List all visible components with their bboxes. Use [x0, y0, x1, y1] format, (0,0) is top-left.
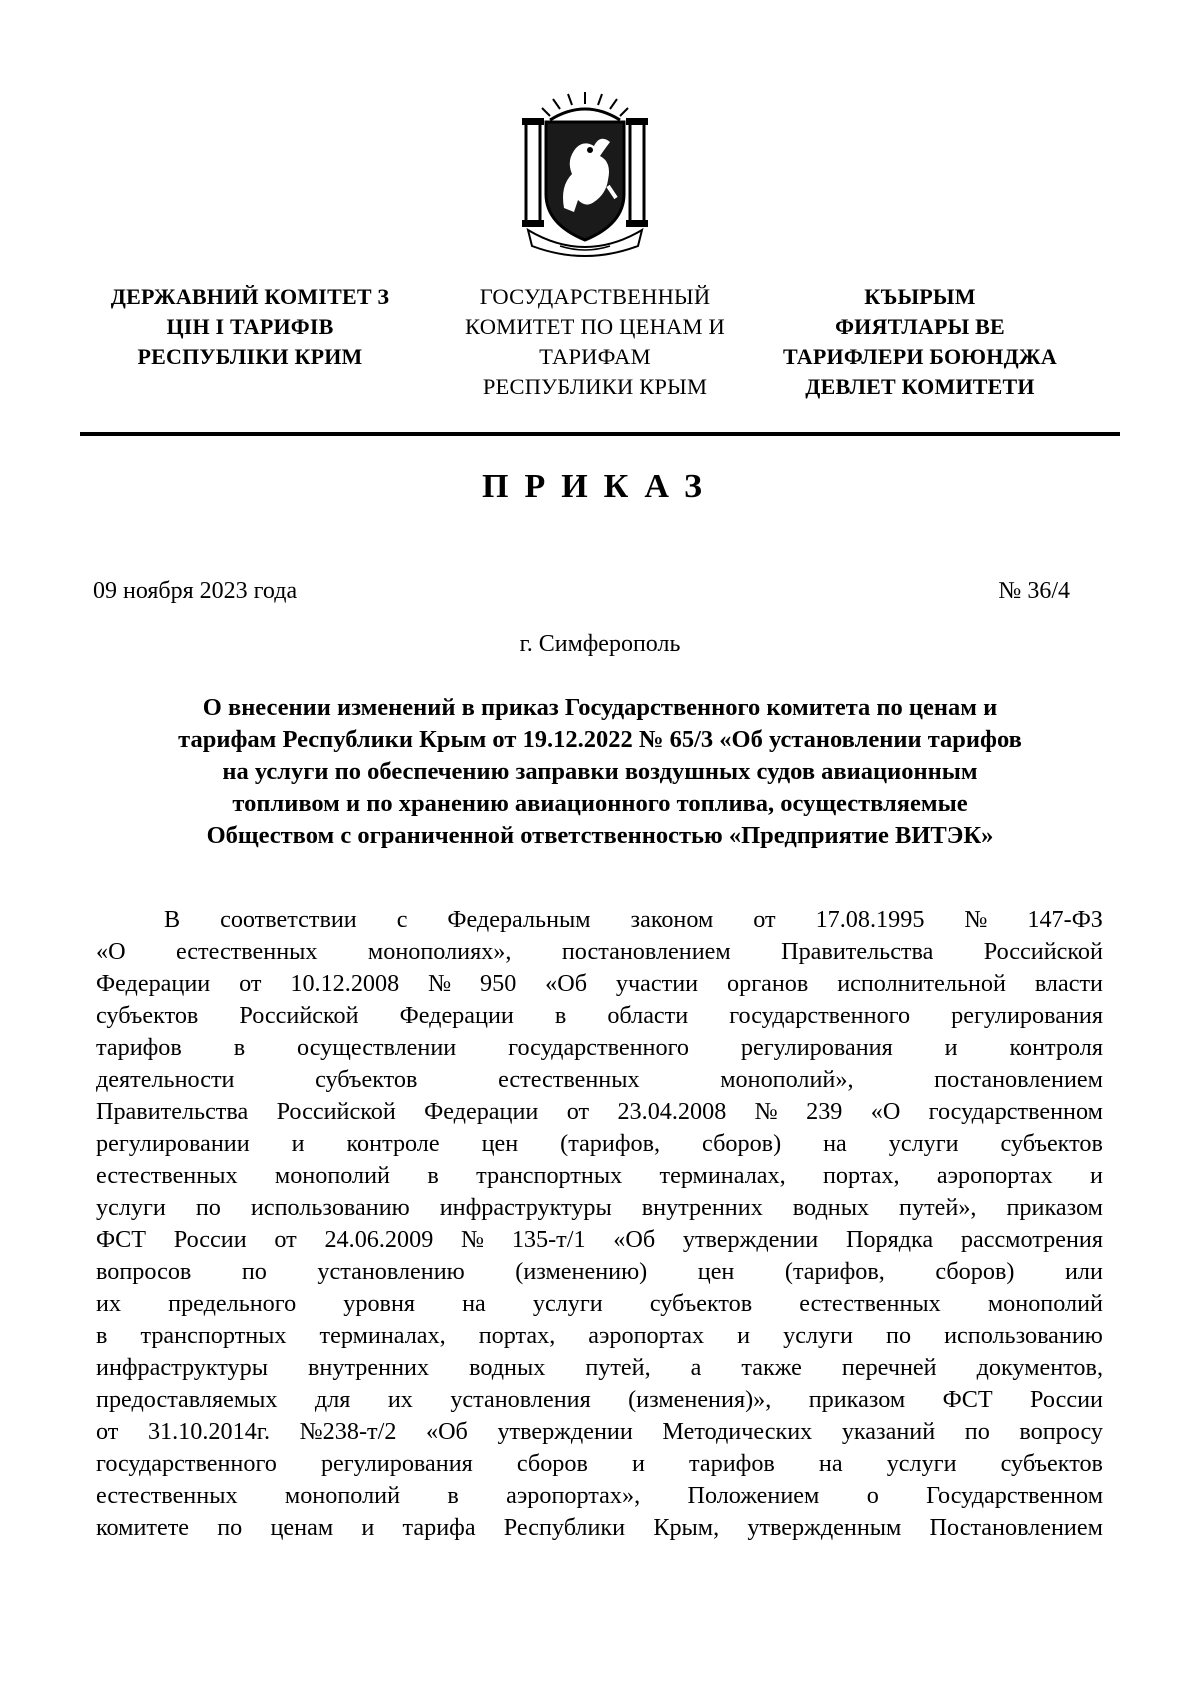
body-line: услуги по использованию инфраструктуры внутренних водных путей», приказом: [96, 1194, 1103, 1221]
subject-line: топливом и по хранению авиационного топлива, осуществляемые: [232, 790, 968, 817]
document-subject: [100, 692, 1100, 852]
header-line: КЪЫРЫМ: [864, 284, 976, 309]
header-line: ТАРИФЛЕРИ БОЮНДЖА: [783, 344, 1057, 369]
body-line: регулировании и контроле цен (тарифов, сборов) на услуги субъектов: [96, 1130, 1103, 1157]
body-line: их предельного уровня на услуги субъектов естественных монополий: [96, 1290, 1103, 1317]
header-divider: [80, 432, 1120, 436]
body-line: Федерации от 10.12.2008 № 950 «Об участии органов исполнительной власти: [96, 970, 1103, 997]
header-line: ФИЯТЛАРЫ ВЕ: [835, 314, 1005, 339]
subject-line: О внесении изменений в приказ Государственного комитета по ценам и: [202, 694, 998, 721]
subject-line: Обществом с ограниченной ответственностью «Предприятие ВИТЭК»: [206, 822, 994, 849]
header-crimean-tatar: [760, 282, 1080, 402]
subject-line: тарифам Республики Крым от 19.12.2022 № 65/3 «Об установлении тарифов: [178, 726, 1022, 753]
body-line: ФСТ России от 24.06.2009 № 135-т/1 «Об утверждении Порядка рассмотрения: [96, 1226, 1103, 1253]
body-line: Правительства Российской Федерации от 23.04.2008 № 239 «О государственном: [96, 1098, 1103, 1125]
body-line: деятельности субъектов естественных монополий», постановлением: [96, 1066, 1103, 1093]
body-line: комитете по ценам и тарифа Республики Крым, утвержденным Постановлением: [96, 1514, 1103, 1541]
body-line: государственного регулирования сборов и тарифов на услуги субъектов: [96, 1450, 1103, 1477]
document-city: г. Симферополь: [519, 631, 681, 657]
header-line: РЕСПУБЛІКИ КРИМ: [137, 344, 363, 369]
subject-line: на услуги по обеспечению заправки воздушных судов авиационным: [222, 758, 978, 785]
body-line: тарифов в осуществлении государственного регулирования и контроля: [96, 1034, 1103, 1061]
header-line: ДЕРЖАВНИЙ КОМІТЕТ З: [110, 284, 390, 309]
document-title: ПРИКАЗ: [482, 468, 718, 505]
header-line: ГОСУДАРСТВЕННЫЙ: [479, 284, 711, 309]
crimea-coat-of-arms-icon: [520, 90, 650, 258]
body-line: «О естественных монополиях», постановлением Правительства Российской: [96, 938, 1103, 965]
header-line: РЕСПУБЛИКИ КРЫМ: [482, 374, 708, 399]
document-date: 09 ноября 2023 года: [93, 578, 298, 604]
body-line: инфраструктуры внутренних водных путей, а также перечней документов,: [96, 1354, 1103, 1381]
body-line: естественных монополий в транспортных терминалах, портах, аэропортах и: [96, 1162, 1103, 1189]
body-line: в транспортных терминалах, портах, аэропортах и услуги по использованию: [96, 1322, 1103, 1349]
header-russian: [435, 282, 755, 402]
body-line: вопросов по установлению (изменению) цен (тарифов, сборов) или: [96, 1258, 1103, 1285]
body-line: субъектов Российской Федерации в области государственного регулирования: [96, 1002, 1103, 1029]
document-number: № 36/4: [998, 578, 1070, 604]
header-line: ЦІН І ТАРИФІВ: [166, 314, 334, 339]
header-line: ТАРИФАМ: [539, 344, 651, 369]
body-line: от 31.10.2014г. №238-т/2 «Об утверждении Методических указаний по вопросу: [96, 1418, 1103, 1445]
document-body: [96, 904, 1103, 1544]
header-ukrainian: [100, 282, 400, 372]
header-line: ДЕВЛЕТ КОМИТЕТИ: [805, 374, 1035, 399]
body-line: предоставляемых для их установления (изменения)», приказом ФСТ России: [96, 1386, 1103, 1413]
body-line: естественных монополий в аэропортах», Положением о Государственном: [96, 1482, 1103, 1509]
header-line: КОМИТЕТ ПО ЦЕНАМ И: [465, 314, 725, 339]
body-line: В соответствии с Федеральным законом от 17.08.1995 № 147-ФЗ: [164, 906, 1103, 933]
